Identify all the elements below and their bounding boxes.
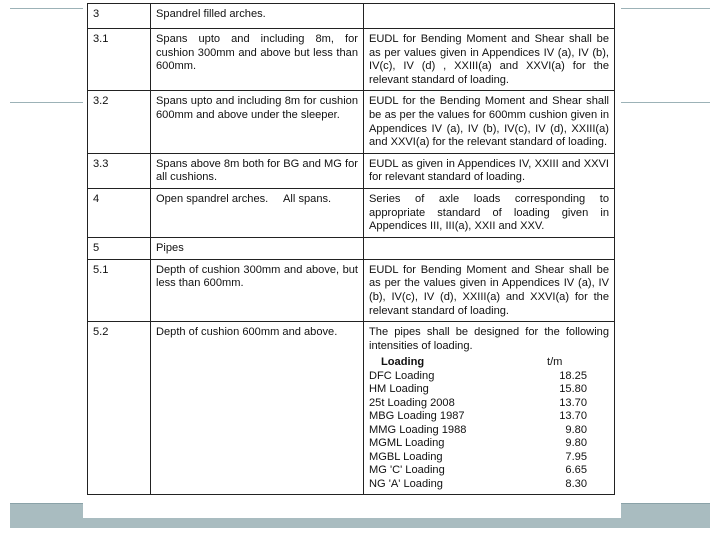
table-row (88, 259, 615, 321)
loading-item (369, 464, 609, 478)
loading-item (369, 410, 609, 424)
loading-requirement (364, 237, 615, 259)
row-number: 5.2 (88, 322, 151, 495)
loading-value: 18.25 (559, 369, 587, 382)
loading-value: 7.95 (565, 450, 587, 463)
loading-name: HM Loading (369, 383, 429, 396)
loading-requirement: EUDL for Bending Moment and Shear shall be as per values given in Appendices IV (a), IV (b), IV(c), IV (d) , XXIII(a) and XXVI(a) for the relevant standard of loading. (364, 29, 615, 91)
top-rule-right (621, 8, 710, 9)
span-description: Spans upto and including 8m for cushion 600mm and above under the sleeper. (151, 91, 364, 153)
loading-item (369, 397, 609, 411)
loading-value: 13.70 (559, 410, 587, 423)
loading-value: 9.80 (565, 423, 587, 436)
loading-name: 25t Loading 2008 (369, 396, 455, 409)
loading-requirement (364, 4, 615, 29)
loading-name: NG 'A' Loading (369, 477, 443, 490)
table-row (88, 4, 615, 29)
loading-requirement: EUDL for the Bending Moment and Shear shall be as per the values for 600mm cushion given in Appendices IV (a), IV (b), IV(c), IV (d), XXIII(a) and XXVI(a) for the relevant standard of loading. (364, 91, 615, 153)
loading-requirement: Series of axle loads corresponding to appropriate standard of loading given in Appendices III, III(a), XXII and XXV. (364, 188, 615, 237)
loading-requirement (364, 322, 615, 495)
loading-spec-table (87, 3, 615, 495)
loading-requirement: EUDL for Bending Moment and Shear shall be as per the values given in Appendices IV (a), IV (b), IV(c), IV (d), XXIII(a) and XXVI(a) for the relevant standard of loading. (364, 259, 615, 321)
row-number: 5.1 (88, 259, 151, 321)
table-row (88, 153, 615, 188)
loading-header-name: Loading (381, 356, 425, 369)
loading-value: 8.30 (565, 477, 587, 490)
pipe-loading-intro: The pipes shall be designed for the following intensities of loading. (369, 326, 609, 352)
loading-value: 15.80 (559, 383, 587, 396)
loading-intensity-list (369, 356, 609, 491)
top-rule-left (10, 8, 83, 9)
loading-name: DFC Loading (369, 369, 435, 382)
loading-name: MGML Loading (369, 437, 445, 450)
loading-name: MG 'C' Loading (369, 464, 445, 477)
loading-header-unit: t/m (547, 356, 563, 369)
loading-item (369, 478, 609, 492)
span-description: Pipes (151, 237, 364, 259)
loading-name: MBG Loading 1987 (369, 410, 465, 423)
loading-name: MGBL Loading (369, 450, 443, 463)
loading-value: 6.65 (565, 464, 587, 477)
table-row (88, 188, 615, 237)
row-number: 3.2 (88, 91, 151, 153)
loading-item (369, 370, 609, 384)
document-image (83, 0, 621, 518)
loading-value: 13.70 (559, 396, 587, 409)
span-description: Open spandrel arches. All spans. (151, 188, 364, 237)
loading-item (369, 451, 609, 465)
span-description: Spans above 8m both for BG and MG for all cushions. (151, 153, 364, 188)
mid-rule-left (10, 102, 83, 103)
table-row (88, 29, 615, 91)
loading-item (369, 424, 609, 438)
row-number: 3 (88, 4, 151, 29)
loading-list-header (369, 356, 609, 370)
row-number: 3.3 (88, 153, 151, 188)
row-number: 5 (88, 237, 151, 259)
table-row (88, 322, 615, 495)
loading-value: 9.80 (565, 437, 587, 450)
span-description: Spandrel filled arches. (151, 4, 364, 29)
row-number: 4 (88, 188, 151, 237)
table-row (88, 237, 615, 259)
row-number: 3.1 (88, 29, 151, 91)
span-description: Depth of cushion 600mm and above. (151, 322, 364, 495)
mid-rule-right (621, 102, 710, 103)
loading-requirement: EUDL as given in Appendices IV, XXIII and XXVI for relevant standard of loading. (364, 153, 615, 188)
loading-item (369, 437, 609, 451)
loading-name: MMG Loading 1988 (369, 423, 467, 436)
span-description: Depth of cushion 300mm and above, but less than 600mm. (151, 259, 364, 321)
span-description: Spans upto and including 8m, for cushion 300mm and above but less than 600mm. (151, 29, 364, 91)
table-row (88, 91, 615, 153)
loading-item (369, 383, 609, 397)
